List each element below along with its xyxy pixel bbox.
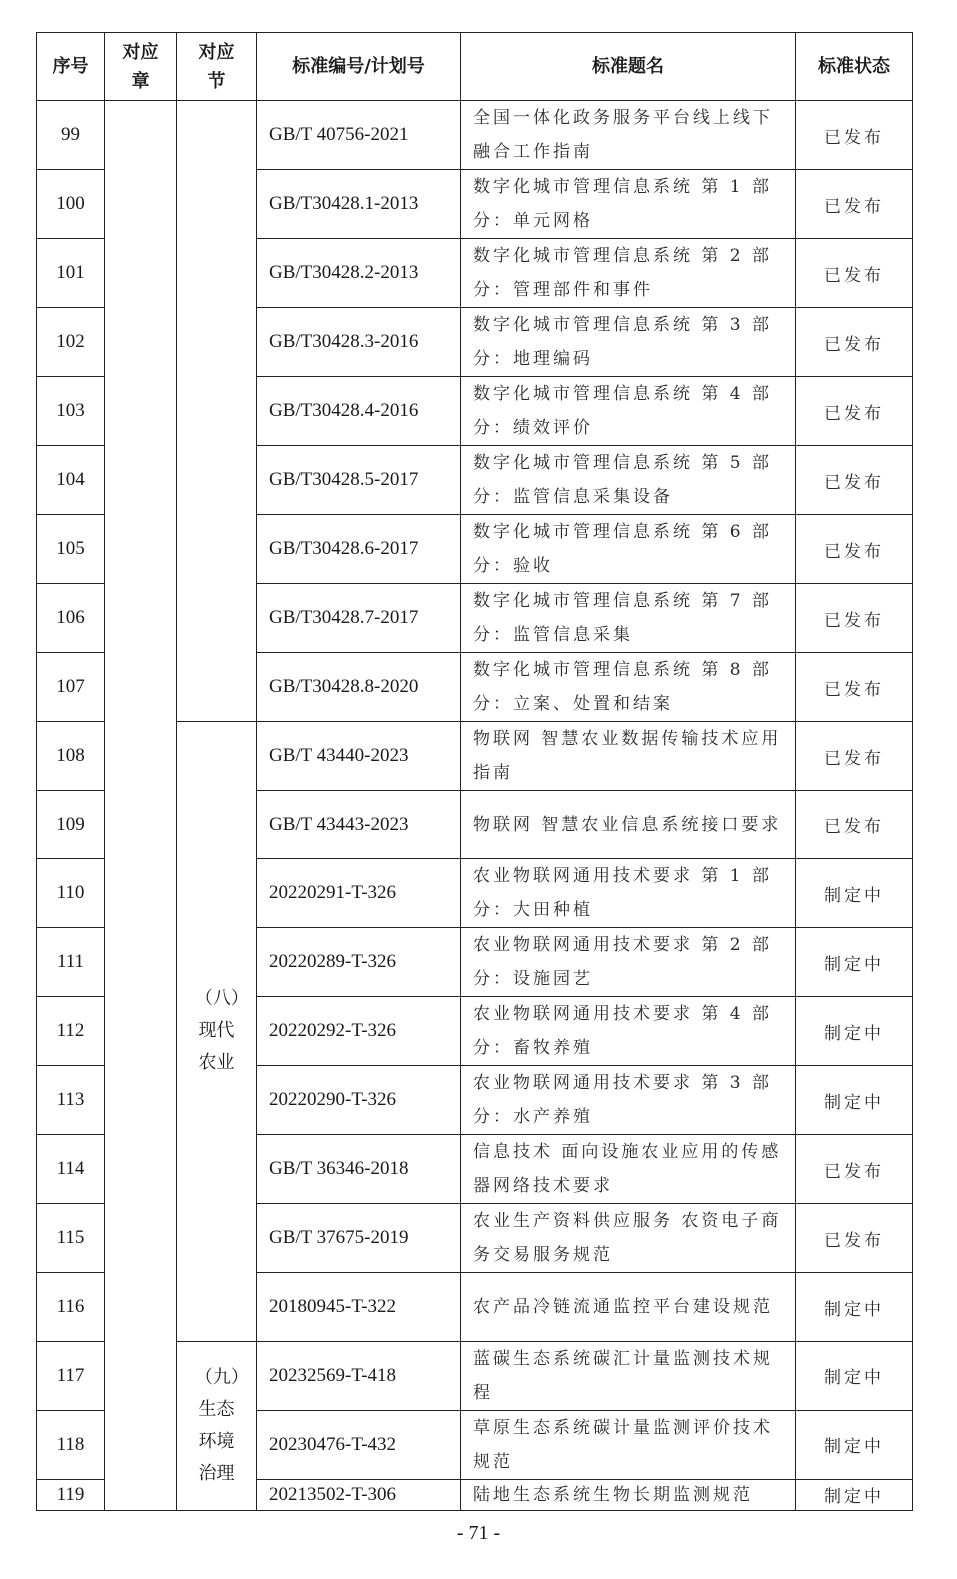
row-code: 20220292-T-326 [257,997,461,1066]
header-section [177,33,257,101]
standards-table [36,32,913,1511]
row-title [461,928,796,997]
row-code: 20220289-T-326 [257,928,461,997]
row-title-text: 数字化城市管理信息系统 第 8 部分：立案、处置和结案 [473,660,773,714]
row-status: 制定中 [796,1479,913,1510]
row-status: 制定中 [796,859,913,928]
row-title [461,722,796,791]
row-title-text: 草原生态系统碳计量监测评价技术规范 [473,1417,773,1472]
row-no: 99 [37,101,105,170]
row-status: 已发布 [796,101,913,170]
row-no: 109 [37,791,105,859]
row-no: 119 [37,1479,105,1510]
row-code: GB/T30428.8-2020 [257,653,461,722]
row-code: GB/T 40756-2021 [257,101,461,170]
row-status: 制定中 [796,928,913,997]
header-chapter [105,33,177,101]
row-status: 制定中 [796,1066,913,1135]
row-title-text: 农产品冷链流通监控平台建设规范 [473,1297,773,1318]
row-title [461,515,796,584]
row-title [461,1135,796,1204]
row-code: GB/T 43440-2023 [257,722,461,791]
row-code: GB/T30428.1-2013 [257,170,461,239]
header-title: 标准题名 [461,33,796,101]
row-title-text: 陆地生态系统生物长期监测规范 [473,1484,753,1505]
row-status: 已发布 [796,308,913,377]
row-title [461,170,796,239]
row-title-text: 物联网 智慧农业信息系统接口要求 [473,814,782,835]
row-no: 116 [37,1273,105,1341]
row-title [461,377,796,446]
row-status: 已发布 [796,1135,913,1204]
row-title [461,1410,796,1479]
row-title [461,584,796,653]
row-no: 110 [37,859,105,928]
row-no: 114 [37,1135,105,1204]
row-title-text: 数字化城市管理信息系统 第 2 部分：管理部件和事件 [473,246,773,300]
row-status: 制定中 [796,1341,913,1410]
row-no: 104 [37,446,105,515]
row-title-text: 数字化城市管理信息系统 第 5 部分：监管信息采集设备 [473,453,773,507]
row-title-text: 农业物联网通用技术要求 第 4 部分：畜牧养殖 [473,1004,773,1059]
table-header-row [37,33,913,101]
row-title-text: 数字化城市管理信息系统 第 6 部分：验收 [473,522,773,576]
row-code: 20220291-T-326 [257,859,461,928]
row-title-text: 农业物联网通用技术要求 第 1 部分：大田种植 [473,866,773,921]
section-cell-ecology [177,1341,257,1510]
header-section-label: 对应节 [198,41,235,92]
row-title-text: 数字化城市管理信息系统 第 4 部分：绩效评价 [473,384,773,438]
section-label-agriculture: （八）现代农业 [194,988,249,1074]
row-code: 20220290-T-326 [257,1066,461,1135]
row-no: 105 [37,515,105,584]
row-title-text: 全国一体化政务服务平台线上线下融合工作指南 [473,108,773,162]
row-no: 102 [37,308,105,377]
row-code: 20230476-T-432 [257,1410,461,1479]
row-code: GB/T30428.2-2013 [257,239,461,308]
row-no: 111 [37,928,105,997]
row-title [461,653,796,722]
row-title [461,1341,796,1410]
row-code: GB/T 37675-2019 [257,1204,461,1273]
row-status: 已发布 [796,722,913,791]
row-code: GB/T 43443-2023 [257,791,461,859]
row-status: 制定中 [796,1273,913,1341]
row-code: GB/T 36346-2018 [257,1135,461,1204]
row-title [461,791,796,859]
row-title [461,308,796,377]
row-status: 已发布 [796,377,913,446]
header-code: 标准编号/计划号 [257,33,461,101]
row-title-text: 数字化城市管理信息系统 第 7 部分：监管信息采集 [473,591,773,645]
row-status: 已发布 [796,239,913,308]
row-no: 101 [37,239,105,308]
row-title-text: 信息技术 面向设施农业应用的传感器网络技术要求 [473,1142,782,1197]
row-title [461,997,796,1066]
row-no: 107 [37,653,105,722]
row-code: GB/T30428.6-2017 [257,515,461,584]
row-code: GB/T30428.4-2016 [257,377,461,446]
row-title [461,1066,796,1135]
row-title-text: 数字化城市管理信息系统 第 1 部分：单元网格 [473,177,773,231]
row-status: 已发布 [796,584,913,653]
row-status: 已发布 [796,515,913,584]
row-no: 117 [37,1341,105,1410]
row-status: 已发布 [796,1204,913,1273]
row-status: 制定中 [796,1410,913,1479]
row-status: 已发布 [796,791,913,859]
row-title-text: 数字化城市管理信息系统 第 3 部分：地理编码 [473,315,773,369]
row-title [461,1479,796,1510]
row-title-text: 农业物联网通用技术要求 第 2 部分：设施园艺 [473,935,773,990]
section-cell-previous [177,101,257,722]
row-status: 制定中 [796,997,913,1066]
row-no: 100 [37,170,105,239]
section-label-ecology: （九）生态环境治理 [194,1366,249,1484]
row-title [461,446,796,515]
chapter-cell [105,101,177,1511]
row-code: 20213502-T-306 [257,1479,461,1510]
row-code: GB/T30428.5-2017 [257,446,461,515]
row-no: 118 [37,1410,105,1479]
row-title-text: 蓝碳生态系统碳汇计量监测技术规程 [473,1348,773,1403]
row-status: 已发布 [796,446,913,515]
header-status: 标准状态 [796,33,913,101]
row-no: 108 [37,722,105,791]
header-no: 序号 [37,33,105,101]
row-code: 20232569-T-418 [257,1341,461,1410]
section-cell-agriculture [177,722,257,1342]
row-title [461,859,796,928]
table-row [37,101,913,170]
row-title [461,1273,796,1341]
row-no: 115 [37,1204,105,1273]
row-code: GB/T30428.3-2016 [257,308,461,377]
row-title-text: 物联网 智慧农业数据传输技术应用指南 [473,729,782,783]
row-status: 已发布 [796,170,913,239]
page-number: - 71 - [456,1522,501,1544]
row-code: GB/T30428.7-2017 [257,584,461,653]
row-no: 113 [37,1066,105,1135]
row-title-text: 农业物联网通用技术要求 第 3 部分：水产养殖 [473,1073,773,1128]
row-status: 已发布 [796,653,913,722]
row-title [461,1204,796,1273]
row-title [461,239,796,308]
row-no: 112 [37,997,105,1066]
row-no: 106 [37,584,105,653]
header-chapter-label: 对应章 [122,41,159,92]
row-title [461,101,796,170]
row-no: 103 [37,377,105,446]
row-title-text: 农业生产资料供应服务 农资电子商务交易服务规范 [473,1211,782,1266]
row-code: 20180945-T-322 [257,1273,461,1341]
